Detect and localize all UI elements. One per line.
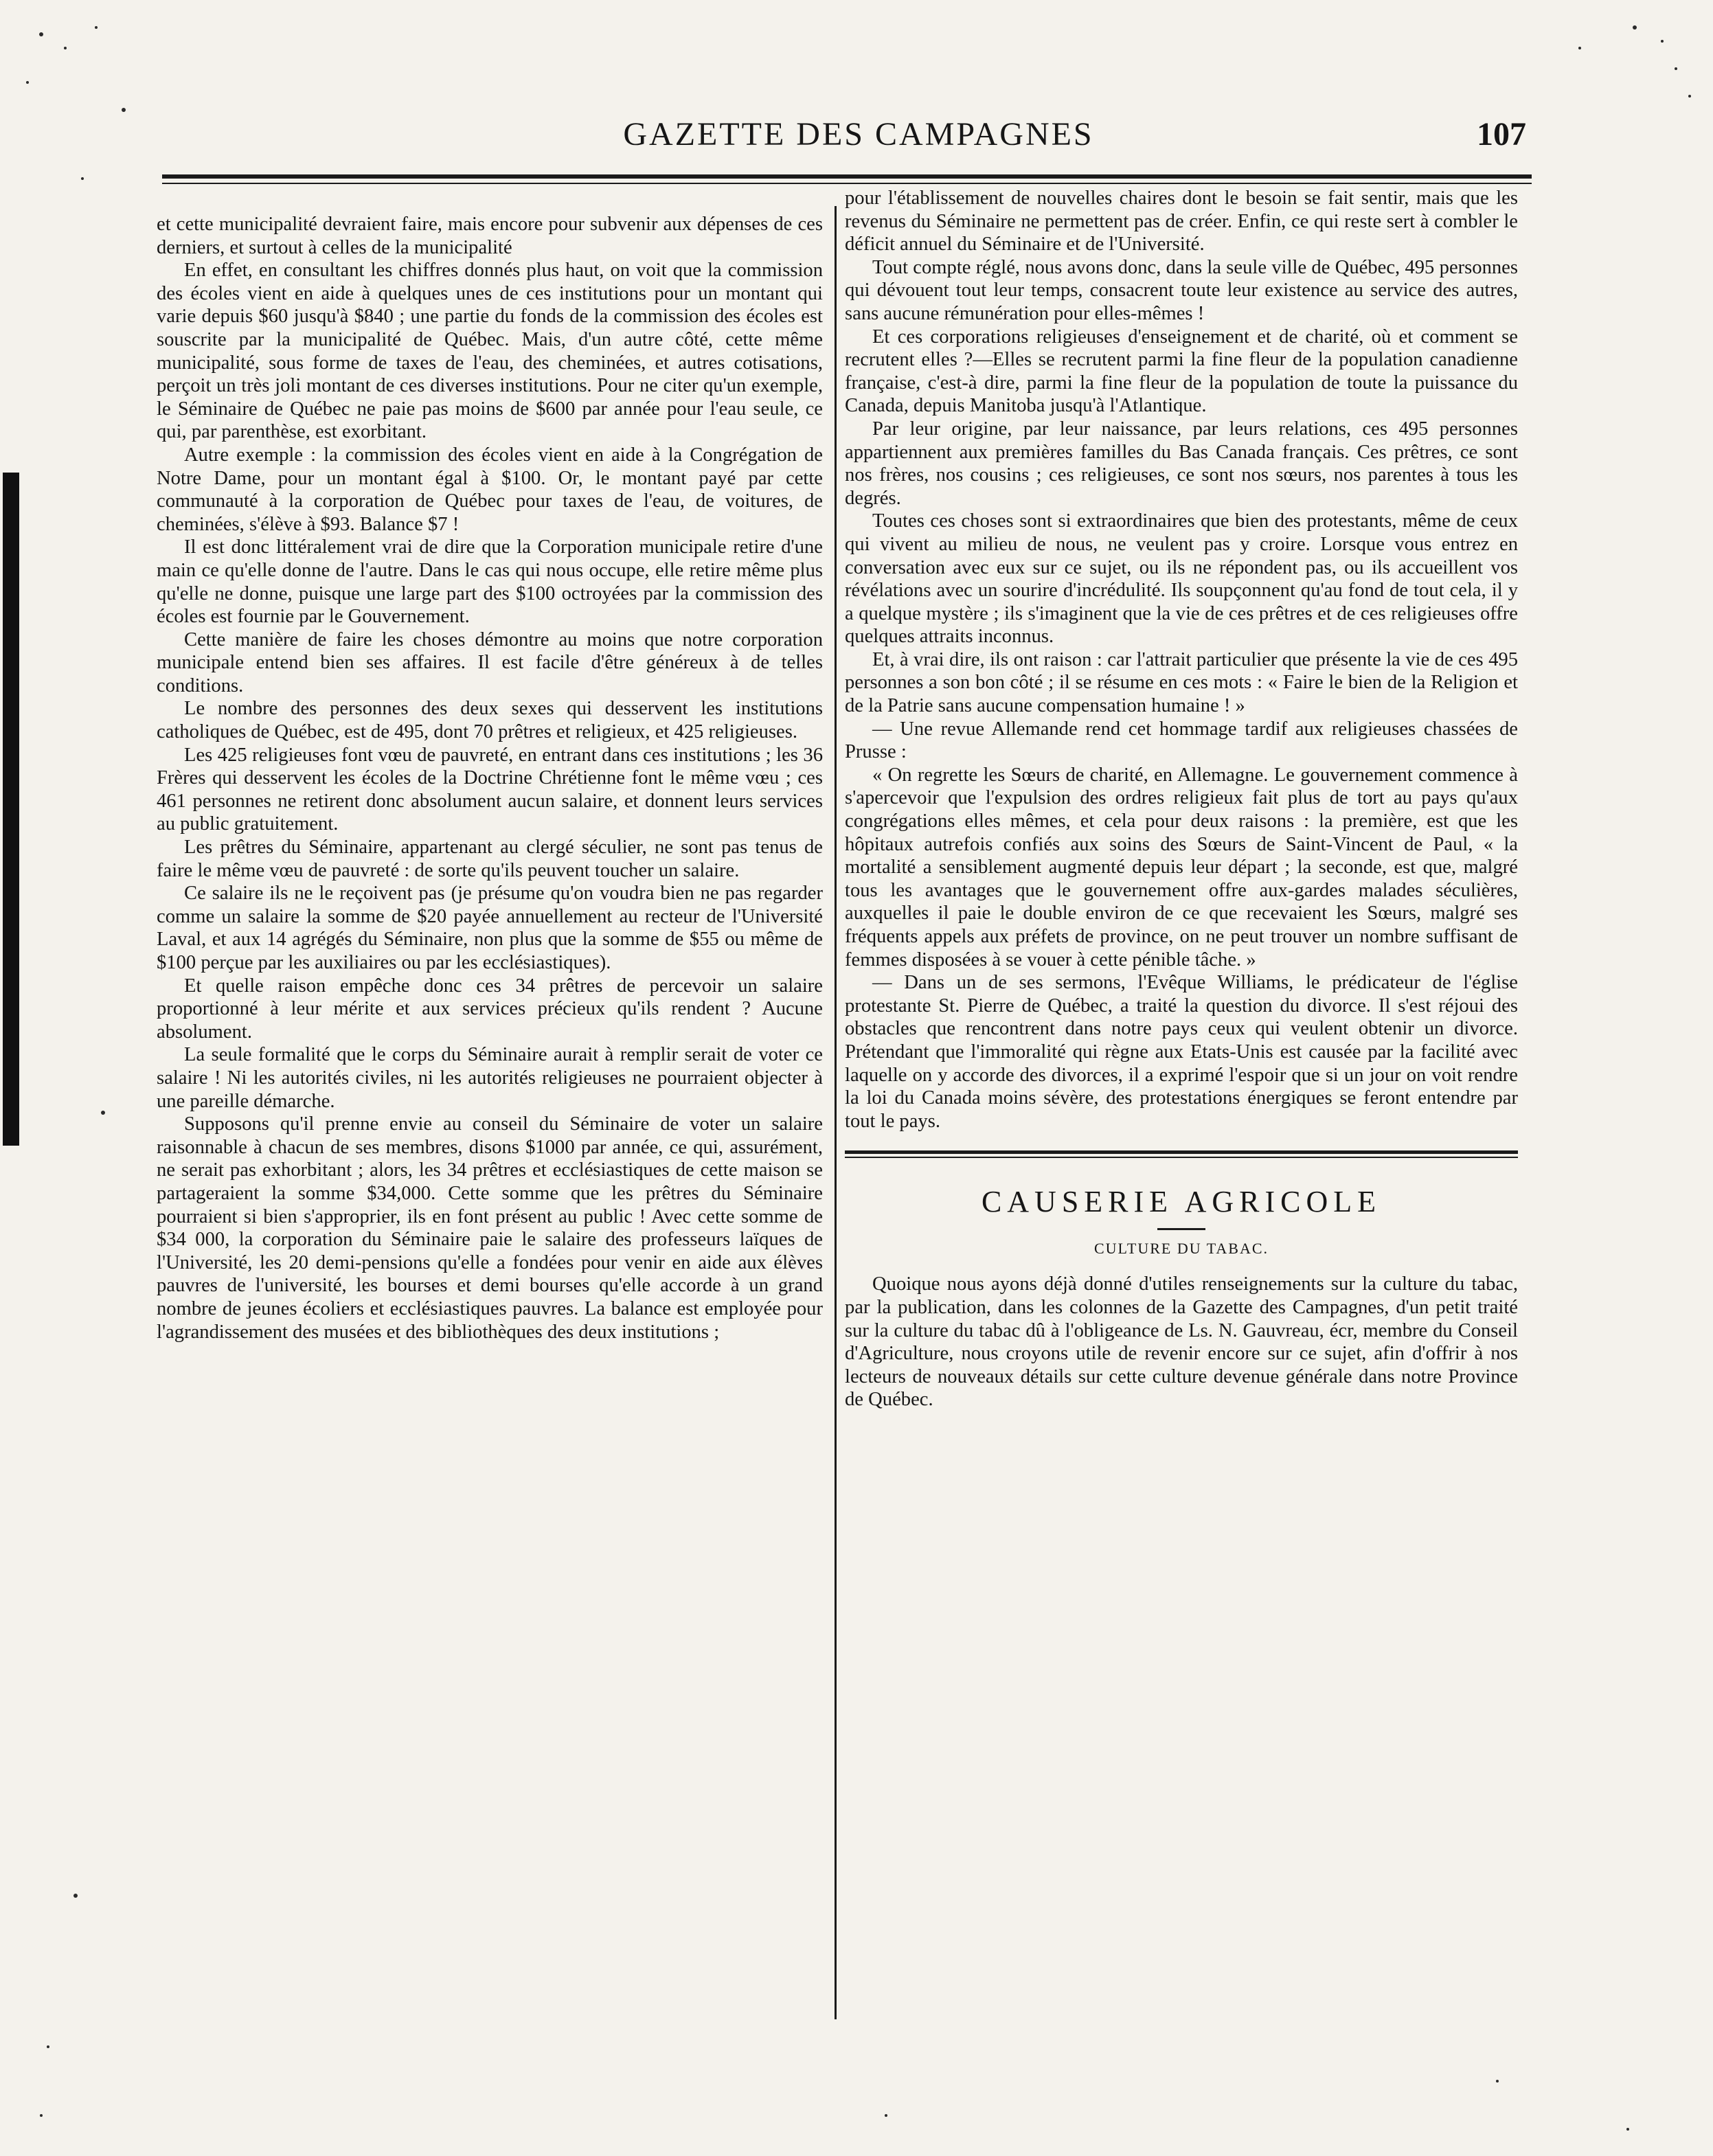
page-number: 107 (1477, 116, 1526, 152)
paragraph: Ce salaire ils ne le reçoivent pas (je présume qu'on voudra bien ne pas regarder comme un salaire la somme de $20 payée annuellement au recteur de l'Université Laval, et aux 14 agrégés du Séminaire, non plus que la somme de $55 ou même de $100 perçue par les auxiliaires ou par les ecclésiastiques). (157, 883, 823, 973)
paragraph: En effet, en consultant les chiffres donnés plus haut, on voit que la commission des écoles vient en aide à quelques unes de ces institutions pour un montant qui varie depuis $60 jusqu'à $840 ; une partie du fonds de la commission des écoles est souscrite par la municipalité de Québec. Mais, d'un autre côté, cette même municipalité, sous forme de taxes de l'eau, des cheminées, et autres cotisations, perçoit un très joli montant de ces diverses institutions. Pour ne citer qu'un exemple, le Séminaire de Québec ne paie pas moins de $600 par année pour l'eau seule, ce qui, par parenthèse, est exorbitant. (157, 260, 823, 443)
section-subtitle: CULTURE DU TABAC. (1093, 1240, 1269, 1258)
masthead-title: GAZETTE DES CAMPAGNES (623, 116, 1094, 152)
paragraph: Il est donc littéralement vrai de dire que la Corporation municipale retire d'une main ce qu'elle donne de l'autre. Dans le cas qui nous occupe, elle retire même plus qu'elle ne donne, puisque une large part des $100 octroyées par la commission des écoles est fournie par le Gouvernement. (157, 536, 823, 628)
paragraph: Toutes ces choses sont si extraordinaires que bien des protestants, même de ceux qui vivent au milieu de nous, ne veulent pas y croire. Lorsque vous entrez en conversation avec eux sur ce sujet, ou ils ne répondent pas, ou ils accueillent vos révélations avec un sourire d'incrédulité. Ils soupçonnent qu'au fond de tout cela, il y a quelque mystère ; ils s'imaginent que la vie de ces prêtres et de ces religieuses offre quelques attraits inconnus. (845, 510, 1518, 648)
paragraph: Tout compte réglé, nous avons donc, dans la seule ville de Québec, 495 personnes qui dévouent tout leur temps, consacrent toute leur existence au service des autres, sans aucune rémunération pour elles-mêmes ! (845, 256, 1518, 324)
paragraph: Le nombre des personnes des deux sexes qui desservent les institutions catholiques de Québec, est de 495, dont 70 prêtres et religieux, et 425 religieuses. (157, 698, 823, 743)
paragraph: Autre exemple : la commission des écoles vient en aide à la Congrégation de Notre Dame, pour un montant égal à $100. Or, le montant payé par cette communauté à la corporation de Québec pour taxes de l'eau, de voitures, de cheminées, s'élève à $93. Balance $7 ! (157, 444, 823, 535)
paragraph: « On regrette les Sœurs de charité, en Allemagne. Le gouvernement commence à s'apercevoir que l'expulsion des ordres religieux fait plus de tort au pays qu'aux congrégations elles mêmes, et cela pour deux raisons : la première, est que les hôpitaux autrefois confiés aux soins des Sœurs de Saint-Vincent de Paul, « la mortalité a sensiblement augmenté depuis leur départ ; la seconde, est que, malgré tous les avantages que le gouvernement offre aux-gardes malades séculières, auxquelles il paie le double environ de ce que recevaient les Sœurs, malgré ses fréquents appels aux préfets de province, on ne peut trouver un nombre suffisant de femmes disposées à se vouer à cette pénible tâche. » (845, 764, 1518, 971)
paragraph: — Dans un de ses sermons, l'Evêque Williams, le prédicateur de l'église protestante St. Pierre de Québec, a traité la question du divorce. Il s'est réjoui des obstacles que rencontrent dans notre pays ceux qui veulent obtenir un divorce. Prétendant que l'immoralité qui règne aux Etats-Unis est causée par la facilité avec laquelle on y accorde des divorces, il a exprimé l'espoir que si un jour on voit rendre la loi du Canada moins sévère, des protestations énergiques se feront entendre par tout le pays. (845, 972, 1518, 1132)
paragraph: Et, à vrai dire, ils ont raison : car l'attrait particulier que présente la vie de ces 495 personnes a son bon côté ; il se résume en ces mots : « Faire le bien de la Religion et de la Patrie sans aucune compensation humaine ! » (845, 648, 1518, 717)
paragraph: Quoique nous ayons déjà donné d'utiles renseignements sur la culture du tabac, par la publication, dans les colonnes de la Gazette des Campagnes, d'un petit traité sur la culture du tabac dû à l'obligeance de Ls. N. Gauvreau, écr, membre du Conseil d'Agriculture, nous croyons utile de revenir encore sur ce sujet, afin d'offrir à nos lecteurs de nouveaux détails sur cette culture devenue générale dans notre Province de Québec. (845, 1273, 1518, 1411)
paragraph: Supposons qu'il prenne envie au conseil du Séminaire de voter un salaire raisonnable à chacun de ses membres, disons $1000 par année, ce qui, assurément, ne serait pas exhorbitant ; alors, les 34 prêtres et ecclésiastiques de cette maison se partageraient la somme $34,000. Cette somme que les prêtres du Séminaire pourraient si bien s'approprier, ils en font présent au public ! Avec cette somme de $34 000, la corporation du Séminaire paie le salaire des professeurs laïques de l'Université, les 20 demi-pensions qu'elle a fondées pour venir en aide aux élèves pauvres de l'université, les bourses et demi bourses qu'elle accorde à un grand nombre de jeunes écoliers et ecclésiastiques pauvres. La balance est employée pour l'agrandissement des musées et des bibliothèques des deux institutions ; (157, 1113, 823, 1343)
paragraph: Les 425 religieuses font vœu de pauvreté, en entrant dans ces institutions ; les 36 Frères qui desservent les écoles de la Doctrine Chrétienne font le même vœu ; ces 461 personnes ne retirent donc absolument aucun salaire, et donnent leurs services au public gratuitement. (157, 744, 823, 835)
paragraph: et cette municipalité devraient faire, mais encore pour subvenir aux dépenses de ces derniers, et surtout à celles de la municipalité (157, 214, 823, 258)
paragraph: Les prêtres du Séminaire, appartenant au clergé séculier, ne sont pas tenus de faire le même vœu de pauvreté : de sorte qu'ils peuvent toucher un salaire. (157, 837, 823, 881)
paragraph: Cette manière de faire les choses démontre au moins que notre corporation municipale entend bien ses affaires. Il est facile d'être généreux à de telles conditions. (157, 628, 823, 696)
paragraph: — Une revue Allemande rend cet hommage tardif aux religieuses chassées de Prusse : (845, 718, 1518, 763)
paragraph: Et ces corporations religieuses d'enseignement et de charité, où et comment se recrutent elles ?—Elles se recrutent parmi la fine fleur de la population canadienne française, c'est-à dire, parmi la fine fleur de la population de toute la puissance du Canada, depuis Manitoba jusqu'à l'Atlantique. (845, 326, 1518, 417)
paragraph: pour l'établissement de nouvelles chaires dont le besoin se fait sentir, mais que les revenus du Séminaire ne permettent pas de créer. Enfin, ce qui reste sert à combler le déficit annuel du Séminaire et de l'Université. (845, 188, 1518, 256)
paragraph: Par leur origine, par leur naissance, par leurs relations, ces 495 personnes appartiennent aux premières familles du Bas Canada français. Ces prêtres, ce sont nos frères, nos cousins ; ces religieuses, ce sont nos sœurs, nos parentes à tous les degrés. (845, 418, 1518, 509)
paragraph: La seule formalité que le corps du Séminaire aurait à remplir serait de voter ce salaire ! Ni les autorités civiles, ni les autorités religieuses ne pourraient objecter à une pareille démarche. (157, 1044, 823, 1112)
paragraph: Et quelle raison empêche donc ces 34 prêtres de percevoir un salaire proportionné à leur mérite et aux services précieux qu'ils rendent ? Aucune absolument. (157, 975, 823, 1043)
section-title: CAUSERIE AGRICOLE (981, 1185, 1382, 1219)
